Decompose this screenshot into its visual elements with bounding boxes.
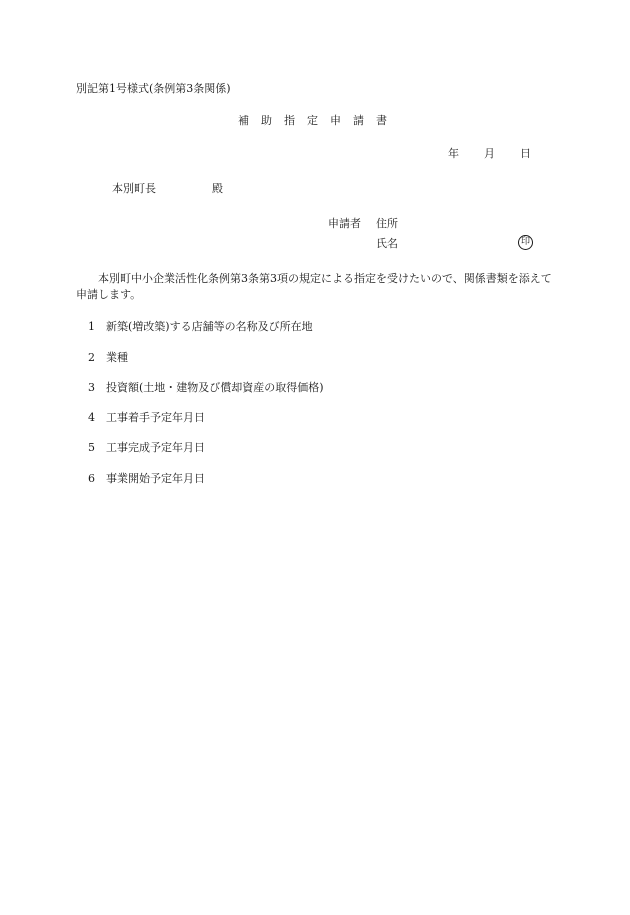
document-title: [238, 114, 387, 128]
list-item: [88, 351, 128, 365]
title-char: 補: [238, 114, 249, 127]
request-statement: 本別町中小企業活性化条例第3条第3項の規定による指定を受けたいので、関係書類を添えて申請します。: [76, 272, 552, 301]
applicant-address-label: 住所: [376, 217, 398, 230]
addressee: [112, 182, 223, 196]
applicant-name-label: 氏名: [376, 237, 398, 250]
date-month-label: 月: [484, 147, 495, 160]
item-number: 2: [88, 351, 95, 364]
addressee-name: 本別町長: [112, 182, 156, 195]
addressee-honorific: 殿: [212, 182, 223, 195]
date-year-label: 年: [448, 147, 459, 160]
list-item: [88, 441, 205, 455]
item-text: 新築(増改築)する店舗等の名称及び所在地: [106, 320, 313, 333]
item-text: 工事完成予定年月日: [106, 441, 205, 454]
seal-mark: 印: [518, 235, 533, 250]
item-text: 事業開始予定年月日: [106, 472, 205, 485]
title-char: 指: [284, 114, 295, 127]
list-item: [88, 381, 324, 395]
item-number: 6: [88, 472, 95, 485]
date-day-label: 日: [520, 147, 531, 160]
list-item: [88, 320, 313, 334]
item-number: 4: [88, 411, 95, 424]
item-number: 5: [88, 441, 95, 454]
list-item: [88, 411, 205, 425]
form-number-label: 別記第1号様式(条例第3条関係): [76, 82, 231, 95]
title-char: 定: [307, 114, 318, 127]
title-char: 書: [376, 114, 387, 127]
date-field: [448, 147, 531, 161]
title-char: 請: [353, 114, 364, 127]
item-text: 業種: [106, 351, 128, 364]
item-number: 1: [88, 320, 95, 333]
item-text: 工事着手予定年月日: [106, 411, 205, 424]
item-number: 3: [88, 381, 95, 394]
list-item: [88, 472, 205, 486]
item-text: 投資額(土地・建物及び償却資産の取得価格): [106, 381, 324, 394]
title-char: 助: [261, 114, 272, 127]
applicant-label: 申請者: [328, 217, 361, 230]
title-char: 申: [330, 114, 341, 127]
